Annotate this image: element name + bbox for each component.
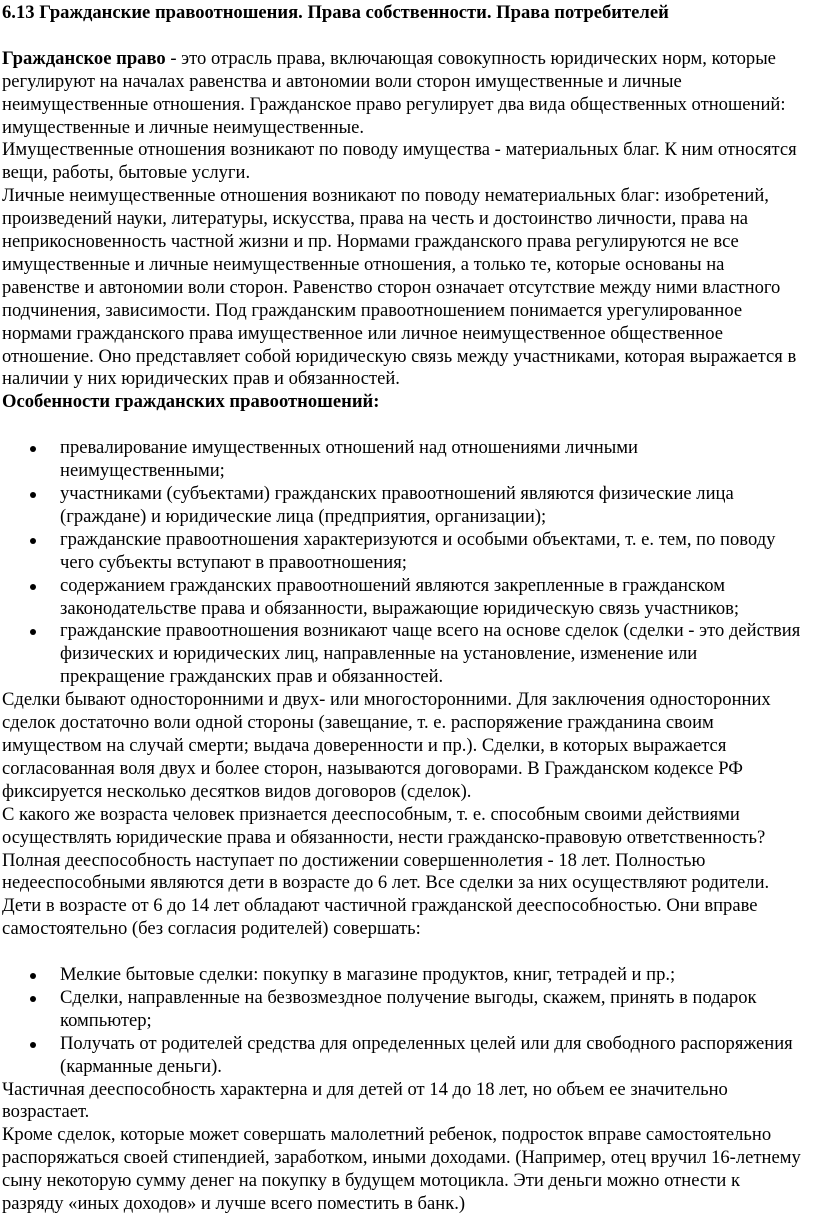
list-item: участниками (субъектами) гражданских правоотношений являются физические лица (граждане) и юридические лица (предприятия, организации); <box>60 483 804 529</box>
paragraph-property-relations: Имущественные отношения возникают по поводу имущества - материальных благ. К ним относятся вещи, работы, бытовые услуги. <box>2 139 797 184</box>
list-item: содержанием гражданских правоотношений являются закрепленные в гражданском законодательстве права и обязанности, выражающие юридическую связь участников; <box>60 575 804 621</box>
paragraph-teen-income: Кроме сделок, которые может совершать малолетний ребенок, подросток вправе самостоятельно распоряжаться своей стипендией, заработком, иными доходами. (Например, отец вручил 16-летнему сыну некоторую сумму денег на покупку в будущем мотоцикла. Эти деньги можно отнести к разряду «иных доходов» и лучше всего поместить в банк.) <box>2 1124 801 1215</box>
list-item: Мелкие бытовые сделки: покупку в магазине продуктов, книг, тетрадей и пр.; <box>60 964 804 987</box>
list-item: Получать от родителей средства для определенных целей или для свободного распоряжения (карманные деньги). <box>60 1033 804 1079</box>
list-item: Сделки, направленные на безвозмездное получение выгоды, скажем, принять в подарок компьютер; <box>60 987 804 1033</box>
intro-term: Гражданское право <box>2 47 166 69</box>
paragraph-personal-relations: Личные неимущественные отношения возникают по поводу нематериальных благ: изобретений, произведений науки, литературы, искусства, права на честь и достоинство личности, права на неприкосновенность частной жизни и пр. Нормами гражданского права регулируются не все имущественные и личные неимущественные отношения, а только те, которые основаны на равенстве и автономии воли сторон. Равенство сторон означает отсутствие между ними властного подчинения, зависимости. Под гражданским правоотношением понимается урегулированное нормами гражданского права имущественное или личное неимущественное общественное отношение. Оно представляет собой юридическую связь между участниками, которая выражается в наличии у них юридических прав и обязанностей. <box>2 185 797 390</box>
paragraph-deals: Сделки бывают односторонними и двух- или многосторонними. Для заключения односторонних сделок достаточно воли одной стороны (завещание, т. е. распоряжение гражданина своим имуществом на случай смерти; выдача доверенности и пр.). Сделки, в которых выражается согласованная воля двух и более сторон, называются договорами. В Гражданском кодексе РФ фиксируется несколько десятков видов договоров (сделок). <box>2 689 771 802</box>
features-list <box>2 437 804 689</box>
features-heading: Особенности гражданских правоотношений: <box>2 391 380 413</box>
intro-definition: - это отрасль права, включающая совокупность юридических норм, которые регулируют на началах равенства и автономии воли сторон имущественные и личные неимущественные отношения. Гражданское право регулирует два вида общественных отношений: имущественные и личные неимущественные. <box>2 47 786 138</box>
document-title: 6.13 Гражданские правоотношения. Права собственности. Права потребителей <box>2 2 669 23</box>
intro-paragraph <box>2 48 804 140</box>
minor-rights-list <box>2 964 804 1079</box>
paragraph-capacity: С какого же возраста человек признается дееспособным, т. е. способным своими действиями осуществлять юридические права и обязанности, нести гражданско-правовую ответственность? Полная дееспособность наступает по достижении совершеннолетия - 18 лет. Полностью недееспособными являются дети в возрасте до 6 лет. Все сделки за них осуществляют родители. Дети в возрасте от 6 до 14 лет обладают частичной гражданской дееспособностью. Они вправе самостоятельно (без согласия родителей) совершать: <box>2 803 770 940</box>
paragraph-partial-capacity: Частичная дееспособность характерна и для детей от 14 до 18 лет, но объем ее значительно возрастает. <box>2 1078 728 1123</box>
list-item: гражданские правоотношения характеризуются и особыми объектами, т. е. тем, по поводу чего субъекты вступают в правоотношения; <box>60 529 804 575</box>
list-item: гражданские правоотношения возникают чаще всего на основе сделок (сделки - это действия физических и юридических лиц, направленные на установление, изменение или прекращение гражданских прав и обязанностей. <box>60 620 804 689</box>
list-item: превалирование имущественных отношений над отношениями личными неимущественными; <box>60 437 804 483</box>
